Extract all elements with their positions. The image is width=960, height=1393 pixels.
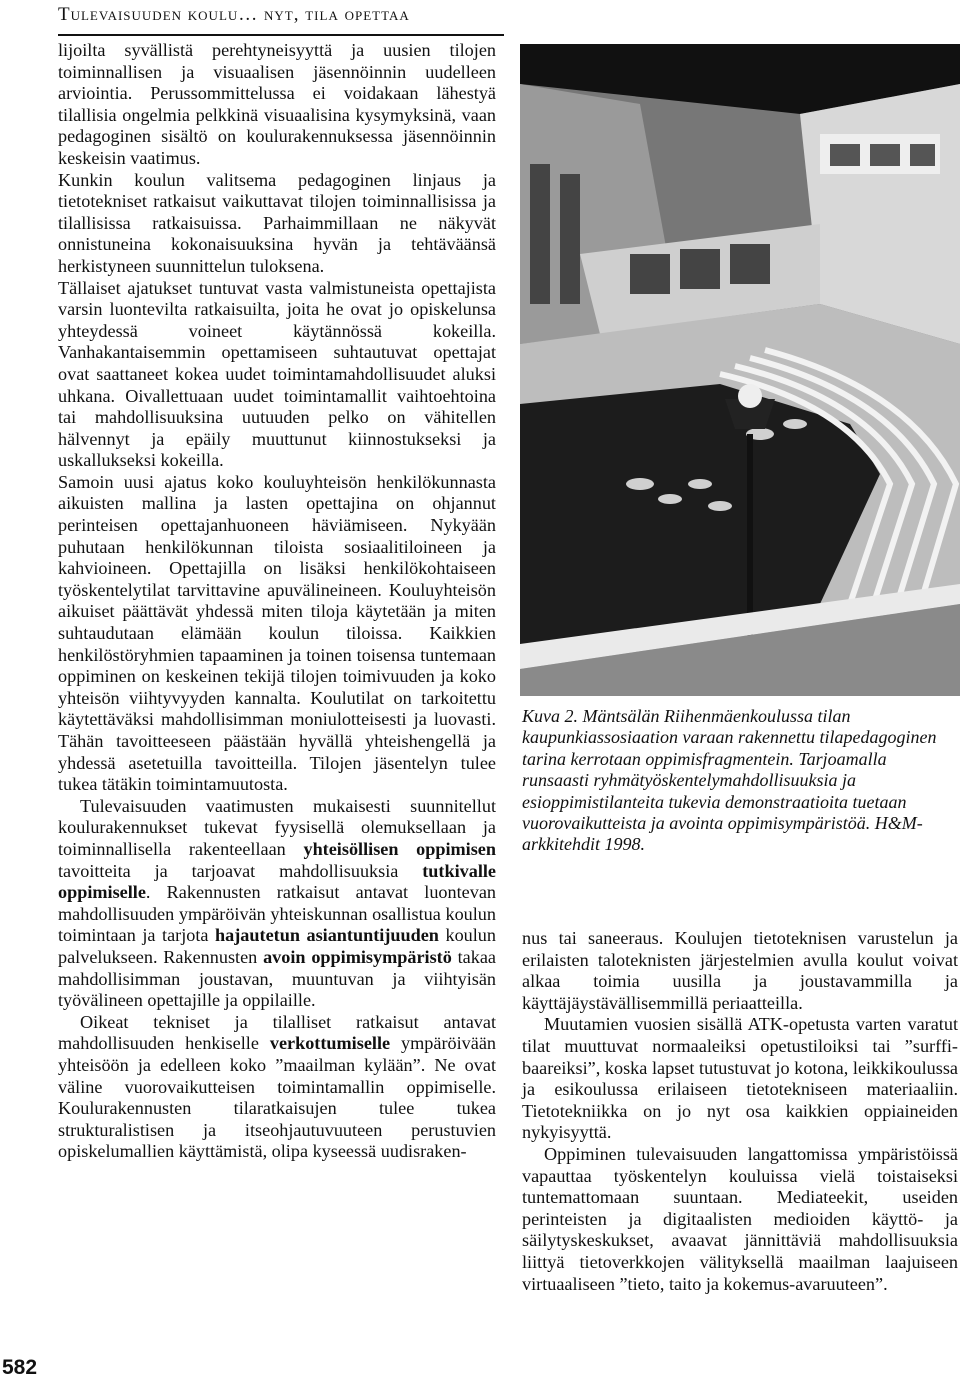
bold-term: tutkivalle oppimiselle — [58, 860, 496, 903]
text-run: ympäröivään yhteisöön ja edelleen koko ”maailman kylään”. Ne ovat väline vuorovaikutteisen toimintamallin oppimiselle. Koulurakennusten tilaratkaisujen tulee tukea strukturalistisen ja itseohjautuvuuteen perustuvien opiskelumallien käyttämistä, olipa kyseessä uudisraken- — [58, 1033, 496, 1162]
text-run: Tulevaisuuden vaatimusten mukaisesti suunnitellut koulurakennukset tukevat fyysisellä olemuksellaan ja toiminnallisella rakenteellaan — [58, 795, 496, 859]
paragraph: Muutamien vuosien sisällä ATK-opetusta varten varatut tilat muuttuvat normaaleiksi opetustiloiksi tai ”surffi-baareiksi”, koska lapset tutustuvat jo kotona, leikkikoulussa ja esikoulussa erilaiseen tietotekniseen materiaaliin. Tietotekniikka on jo nyt osa kaikkien oppiaineiden nykyisyyttä. — [522, 1014, 958, 1143]
paragraph: Kunkin koulun valitsema pedagoginen linjaus ja tietotekniset ratkaisut vaikuttavat tilojen toiminnallisissa ja tilallisissa ratkaisuissa. Parhaimmillaan ne näkyvät onnistuneina kokonaisuuksina hyvän ja tehtäväänsä herkistyneen suunnittelun tuloksena. — [58, 169, 496, 276]
text-run: Oikeat tekniset ja tilalliset ratkaisut antavat mahdollisuuden henkiselle — [58, 1011, 496, 1054]
paragraph — [58, 796, 496, 1012]
right-text-column — [522, 928, 958, 1295]
left-text-column — [58, 40, 496, 1163]
paragraph: Oppiminen tulevaisuuden langattomissa ympäristöissä vapauttaa työskentelyn kouluissa vielä toistaiseksi tuntemattomaan suuntaan. Mediateekit, useiden perinteisten ja digitaalisten medioiden käyttö- ja säilytyskeskukset, avaavat jännittäviä mahdollisuuksia liittyä tietoverkkojen välityksellä maailman laajuiseen virtuaaliseen ”tieto, taito ja kokemus-avaruuteen”. — [522, 1143, 958, 1294]
photo-illustration — [520, 44, 960, 696]
page-number: 582 — [2, 1356, 38, 1379]
paragraph — [58, 1012, 496, 1163]
bold-term: verkottumiselle — [269, 1033, 391, 1054]
photo-school-interior — [520, 44, 960, 696]
paragraph: lijoilta syvällistä perehtyneisyyttä ja uusien tilojen toiminnallisen ja visuaalisen jäsennöinnin uudelleen arviointia. Perussommittelussa ei voidakaan lähestyä tilallisia ongelmia pelkkinä visuaalisina kysymyksinä, vaan pedagoginen sisältö on koulurakennuksessa jäsennöinnin keskeisin vaatimus. — [58, 40, 496, 168]
paragraph: Samoin uusi ajatus koko kouluyhteisön henkilökunnasta aikuisten mallina ja lasten opettajina on ohjannut perinteisen opettajanhuoneen häviämiseen. Nykyään puhutaan henkilökunnan tiloista sosiaalitiloineen ja kahvioineen. Opettajilla on lisäksi henkilökohtaiseen työskentelytilat tarvittavine apuvälineineen. Kouluyhteisön aikuiset päättävät yhdessä miten tiloja käytetään ja miten suhtaudutaan elämään koulun tiloissa. Kaikkien henkilöstöryhmien tapaaminen ja toinen toisensa tuntemaan oppiminen on keskeinen tekijä tilojen toimivuuden ja koko yhteisön viihtyvyyden kannalta. Koulutilat on tarkoitettu käytettäväksi mahdollisimman moniulotteisesti ja luovasti. Tähän tavoitteeseen päästään hyvällä yhteishengellä ja yhdessä asetetuilla tavoitteilla. Tilojen jäsentelyn tulee tukea tätäkin toimintamuutosta. — [58, 471, 496, 795]
header-rule — [58, 34, 504, 36]
text-run: takaa mahdollisimman joustavan, muuntuvan ja viihtyisän työvälineen opettajille ja oppilaille. — [58, 946, 496, 1011]
text-run: . Rakennusten ratkaisut antavat luontevan mahdollisuuden ympäröivän yhteiskunnan osallistua koulun toimintaan ja tarjota — [58, 882, 496, 946]
text-run: tavoitteita ja tarjoavat mahdollisuuksia — [58, 860, 423, 881]
running-header — [58, 4, 948, 34]
paragraph: Tällaiset ajatukset tuntuvat vasta valmistuneista opettajista varsin luontevilta ratkaisuilta, joita he ovat jo opiskelunsa yhteydessä voineet käytännössä kokeilla. Vanhakantaisemmin opettamiseen suhtautuvat opettajat ovat saattaneet kokea uudet toimintamahdollisuudet aluksi uhkana. Oivallettuaan uudet toimintamallit vaihtoehtoina tai mahdollisuuksina uutuuden pelko on vähitellen hälvennyt ja epäily muuttunut kiinnostukseksi ja uskallukseksi kokeilla. — [58, 277, 496, 471]
running-title: Tulevaisuuden koulu… nyt, tila opettaa — [58, 4, 410, 25]
bold-term: avoin oppimisympäristö — [263, 946, 452, 967]
text-run: koulun palvelukseen. Rakennusten — [58, 925, 496, 967]
figure-caption: Kuva 2. Mäntsälän Riihenmäenkoulussa tilan kaupunkiassosiaation varaan rakennettu tilapedagoginen tarina kerrotaan oppimisfragmentein. Tarjoamalla runsaasti ryhmätyöskentelymahdollisuuksia ja esioppimistilanteita tukevia demonstraatioita tuetaan vuorovaikutteista ja avointa oppimisympäristöä. H&M-arkkitehdit 1998. — [522, 706, 937, 855]
paragraph: nus tai saneeraus. Koulujen tietoteknisen varustelun ja erilaisten taloteknisten järjestelmien avulla koulut voivat alkaa toimia uusilla ja joustavammilla ja käyttäjäystävällisemmillä periaatteilla. — [522, 928, 958, 1013]
bold-term: yhteisöllisen oppimisen — [303, 838, 496, 859]
bold-term: hajautetun asiantuntijuuden — [215, 925, 439, 946]
